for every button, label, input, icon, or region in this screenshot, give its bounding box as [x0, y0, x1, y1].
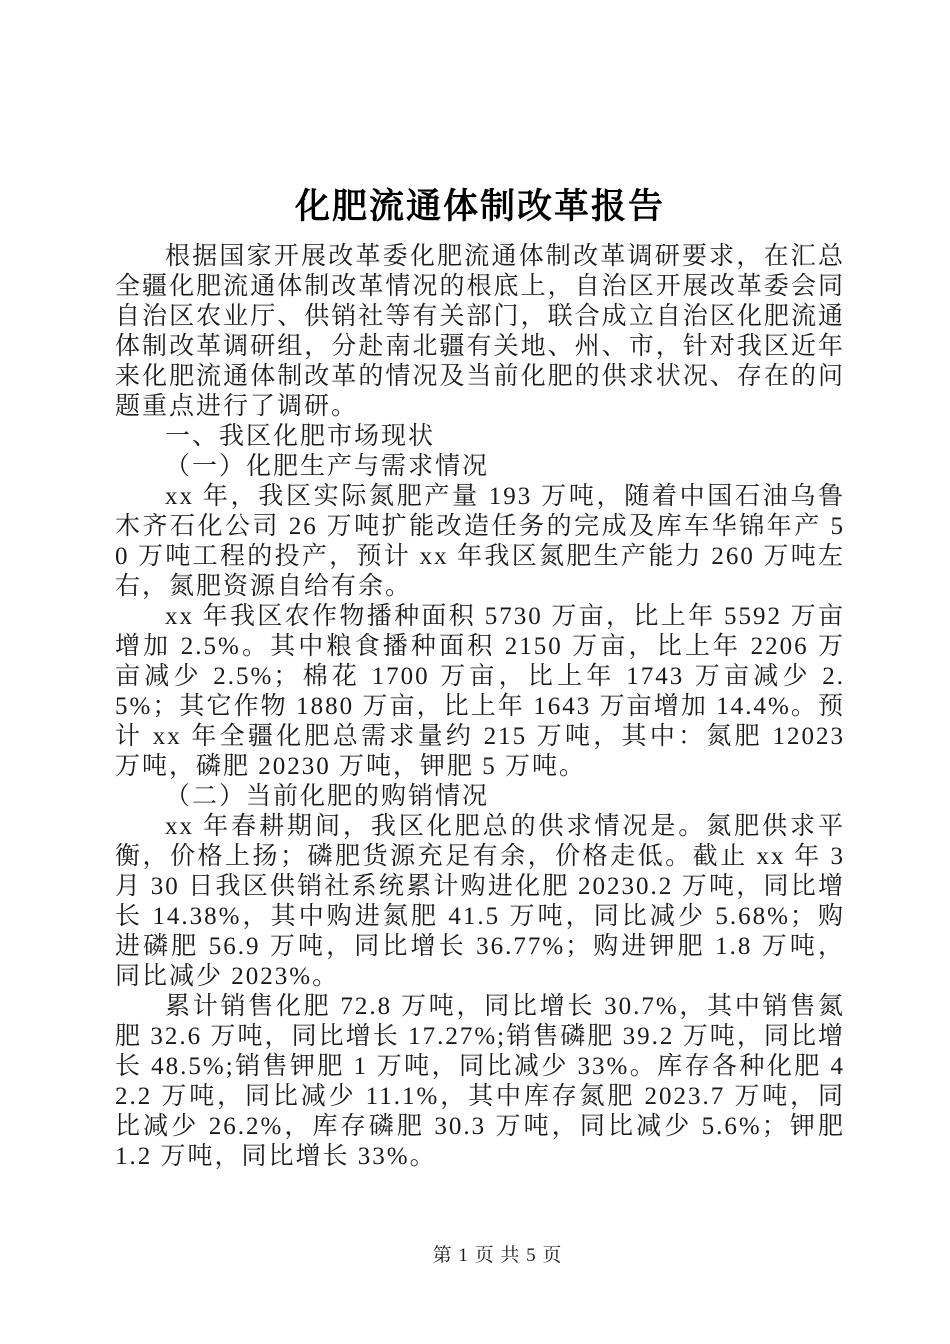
heading-section-1: 一、我区化肥市场现状 [165, 423, 436, 450]
heading-subsection-1-1: （一）化肥生产与需求情况 [165, 453, 490, 480]
page-number-footer: 第 1 页 共 5 页 [432, 1245, 563, 1266]
document-content [115, 184, 845, 1172]
heading-subsection-1-2: （二）当前化肥的购销情况 [165, 783, 490, 810]
paragraph-purchase-situation: xx 年春耕期间，我区化肥总的供求情况是。氮肥供求平衡，价格上扬；磷肥货源充足有余，价格走低。截止 xx 年 3 月 30 日我区供销社系统累计购进化肥 20230.2 万吨，同比增长 14.38%，其中购进氮肥 41.5 万吨，同比减少 5.68%；购进磷肥 56.9 万吨，同比增长 36.77%；购进钾肥 1.8 万吨，同比减少 2023%。 [115, 813, 845, 990]
paragraph-sales-inventory: 累计销售化肥 72.8 万吨，同比增长 30.7%，其中销售氮肥 32.6 万吨，同比增长 17.27%;销售磷肥 39.2 万吨，同比增长 48.5%;销售钾肥 1 万吨，同比减少 33%。库存各种化肥 42.2 万吨，同比减少 11.1%，其中库存氮肥 2023.7 万吨，同比减少 26.2%，库存磷肥 30.3 万吨，同比减少 5.6%；钾肥 1.2 万吨，同比增长 33%。 [115, 993, 845, 1170]
paragraph-intro: 根据国家开展改革委化肥流通体制改革调研要求，在汇总全疆化肥流通体制改革情况的根底上，自治区开展改革委会同自治区农业厅、供销社等有关部门，联合成立自治区化肥流通体制改革调研组，分赴南北疆有关地、州、市，针对我区近年来化肥流通体制改革的情况及当前化肥的供求状况、存在的问题重点进行了调研。 [115, 243, 845, 420]
paragraph-nitrogen-production: xx 年，我区实际氮肥产量 193 万吨，随着中国石油乌鲁木齐石化公司 26 万吨扩能改造任务的完成及库车华锦年产 50 万吨工程的投产，预计 xx 年我区氮肥生产能力 260 万吨左右，氮肥资源自给有余。 [115, 483, 845, 600]
page-title: 化肥流通体制改革报告 [294, 187, 665, 226]
paragraph-planting-area-demand: xx 年我区农作物播种面积 5730 万亩，比上年 5592 万亩增加 2.5%。其中粮食播种面积 2150 万亩，比上年 2206 万亩减少 2.5%；棉花 1700 万亩，比上年 1743 万亩减少 2.5%；其它作物 1880 万亩，比上年 1643 万亩增加 14.4%。预计 xx 年全疆化肥总需求量约 215 万吨，其中：氮肥 12023 万吨，磷肥 20230 万吨，钾肥 5 万吨。 [115, 603, 845, 780]
